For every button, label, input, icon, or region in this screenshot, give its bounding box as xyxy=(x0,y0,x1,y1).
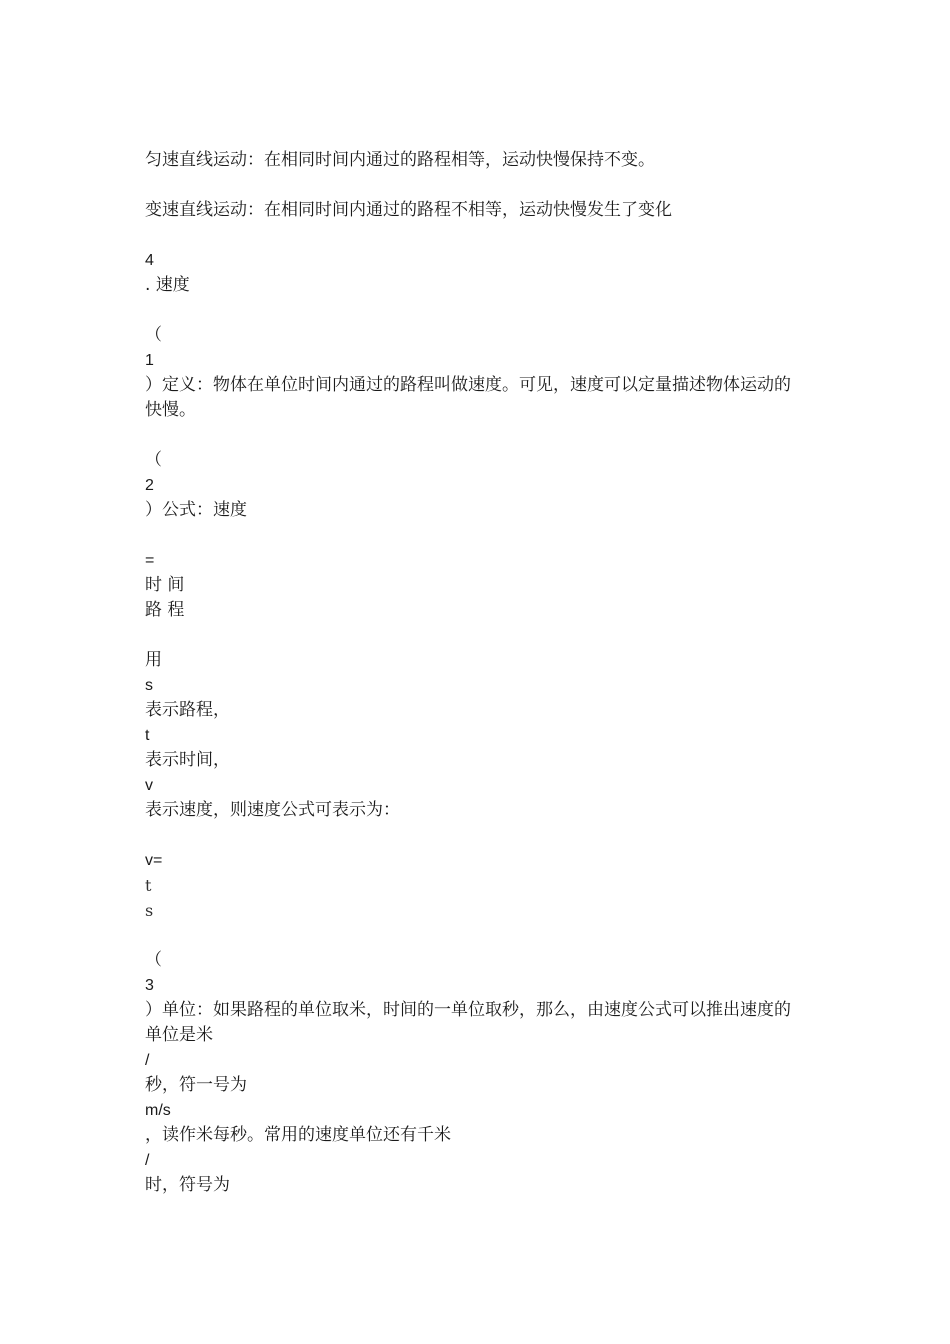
symbol-s: s xyxy=(145,677,153,694)
item-1-definition: ）定义：物体在单位时间内通过的路程叫做速度。可见，速度可以定量描述物体运动的 xyxy=(145,375,791,395)
equals-sign: = xyxy=(145,552,155,569)
second-symbol-text: 秒，符一号为 xyxy=(145,1075,247,1095)
item-3-open-paren: （ xyxy=(145,950,162,970)
hour-symbol-text: 时，符号为 xyxy=(145,1175,230,1195)
item-1-number: 1 xyxy=(145,352,154,369)
item-3-continuation: 单位是米 xyxy=(145,1025,213,1045)
item-3-units-text: ）单位：如果路程的单位取米，时间的一单位取秒，那么，由速度公式可以推出速度的 xyxy=(145,1000,791,1020)
variable-motion-definition: 变速直线运动：在相同时间内通过的路程不相等，运动快慢发生了变化 xyxy=(145,200,672,220)
section-number: 4 xyxy=(145,252,154,269)
symbol-v-description: 表示速度，则速度公式可表示为： xyxy=(145,800,400,820)
formula-denominator: 时 间 xyxy=(145,575,185,595)
velocity-equation: v= xyxy=(145,852,163,869)
item-1-continuation: 快慢。 xyxy=(145,400,196,420)
symbol-t-description: 表示时间， xyxy=(145,750,230,770)
fraction-s: s xyxy=(145,901,154,920)
slash-2: / xyxy=(145,1152,150,1169)
slash-1: / xyxy=(145,1052,150,1069)
item-2-open-paren: （ xyxy=(145,450,162,470)
fraction-t: t xyxy=(145,876,152,895)
use-word: 用 xyxy=(145,650,162,670)
formula-numerator: 路 程 xyxy=(145,600,185,620)
item-1-open-paren: （ xyxy=(145,325,162,345)
symbol-s-description: 表示路程， xyxy=(145,700,230,720)
reading-text: ，读作米每秒。常用的速度单位还有千米 xyxy=(145,1125,451,1145)
uniform-motion-definition: 匀速直线运动：在相同时间内通过的路程相等，运动快慢保持不变。 xyxy=(145,150,655,170)
symbol-v: v xyxy=(145,777,153,794)
item-2-formula-label: ）公式：速度 xyxy=(145,500,247,520)
symbol-t: t xyxy=(145,727,150,744)
document-page xyxy=(145,148,815,1198)
section-title: . 速度 xyxy=(145,275,190,295)
item-2-number: 2 xyxy=(145,477,154,494)
item-3-number: 3 xyxy=(145,977,154,994)
unit-ms: m/s xyxy=(145,1102,171,1119)
